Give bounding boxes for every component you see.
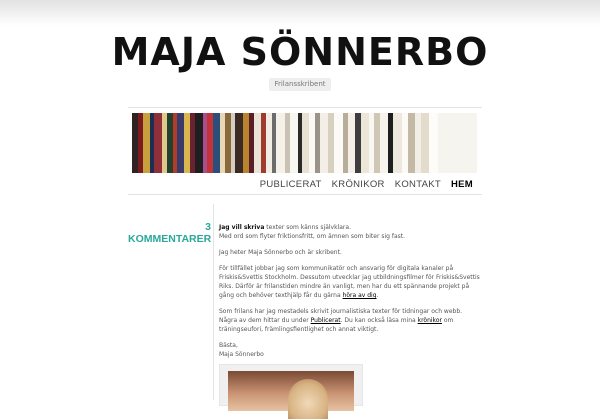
comments-link[interactable] bbox=[128, 221, 211, 245]
top-gradient bbox=[0, 0, 600, 26]
nav-item-publicerat[interactable]: PUBLICERAT bbox=[259, 179, 322, 190]
portrait-subject bbox=[288, 379, 328, 419]
nav-item-kontakt[interactable]: KONTAKT bbox=[394, 179, 441, 190]
post-intro-bold: Jag vill skriva bbox=[219, 224, 265, 231]
signature-name: Maja Sönnerbo bbox=[219, 351, 264, 358]
publicerat-link[interactable]: Publicerat bbox=[310, 317, 341, 324]
portrait-photo bbox=[228, 371, 354, 411]
post-p4-b: . Du kan också läsa mina bbox=[340, 317, 418, 324]
comments-count-number: 3 bbox=[205, 221, 211, 233]
post-p4-c: om träningseufori, främlingsfientlighet och annat viktigt. bbox=[219, 317, 454, 333]
post-paragraph-name: Jag heter Maja Sönnerbo och är skribent. bbox=[219, 249, 342, 256]
header-banner-image bbox=[132, 113, 477, 173]
site-title[interactable]: MAJA SÖNNERBO bbox=[111, 30, 489, 74]
post-intro bbox=[219, 223, 481, 241]
contact-link[interactable]: höra av dig bbox=[342, 292, 377, 299]
site-tagline: Frilansskribent bbox=[269, 78, 330, 91]
post-signature bbox=[219, 341, 481, 359]
header-divider bbox=[128, 107, 482, 108]
main-nav bbox=[260, 179, 473, 190]
post-intro-line2: Med ord som flyter friktionsfritt, om ämnen som biter sig fast. bbox=[219, 233, 406, 240]
content-divider bbox=[213, 204, 214, 400]
comments-count-label: KOMMENTARER bbox=[128, 233, 212, 245]
kronikor-link[interactable]: krönikor bbox=[417, 317, 442, 324]
post-paragraph-freelance bbox=[219, 307, 481, 334]
nav-divider bbox=[128, 194, 482, 195]
nav-item-kronikor[interactable]: KRÖNIKOR bbox=[331, 179, 385, 190]
nav-item-hem[interactable]: HEM bbox=[450, 179, 473, 190]
post-content bbox=[219, 223, 481, 366]
post-p3-text: För tillfället jobbar jag som kommunikatör och ansvarig för digitala kanaler på Friskis&Svettis Stockholm. Dessutom utvecklar jag utbildningsfilmer för Friskis&Svettis Riks. Därför är frilanstiden mindre än vanligt, men har du ett spännande projekt på gång och behöver texthjälp får du gärna bbox=[219, 265, 480, 299]
post-intro-rest: texter som känns självklara. bbox=[264, 224, 351, 231]
post-paragraph-work bbox=[219, 264, 481, 300]
post-p4-a: Som frilans har jag mestadels skrivit journalistiska texter för tidningar och webb. Några av dem hittar du under bbox=[219, 308, 463, 324]
post-p3-end: . bbox=[376, 292, 379, 299]
tagline-wrap bbox=[0, 71, 600, 91]
signature-greeting: Bästa, bbox=[219, 342, 238, 349]
